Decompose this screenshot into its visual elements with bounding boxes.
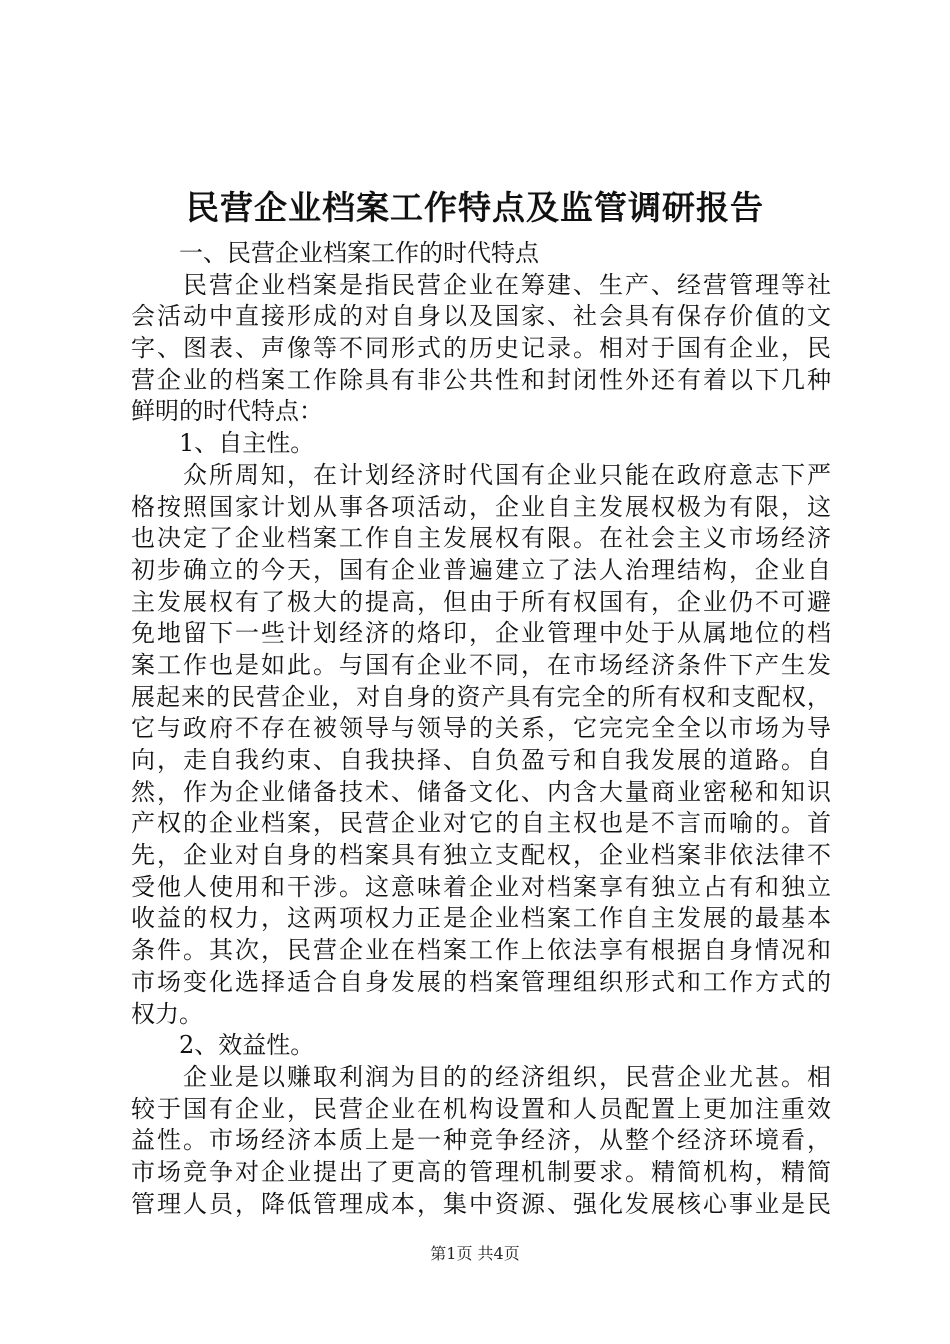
page-footer: 第1页 共4页 [430,1244,520,1263]
body-line: 受 他 人 使 用 和 干 涉 。 这 意 味 着 企 业 对 档 案 享 有 独 立 占 有 和 独 立 [131,872,831,901]
body-line: 也 决 定 了 企 业 档 案 工 作 自 主 发 展 权 有 限 。 在 社 会 主 义 市 场 经 济 [131,524,831,553]
body-line: 产 权 的 企 业 档 案 ， 民 营 企 业 对 它 的 自 主 权 也 是 不 言 而 喻 的 。 首 [131,809,831,838]
body-line: 收 益 的 权 力 ， 这 两 项 权 力 正 是 企 业 档 案 工 作 自 主 发 展 的 最 基 本 [131,904,831,933]
body-line: 会 活 动 中 直 接 形 成 的 对 自 身 以 及 国 家 、 社 会 具 有 保 存 价 值 的 文 [131,302,831,331]
body-line: 市 场 变 化 选 择 适 合 自 身 发 展 的 档 案 管 理 组 织 形 式 和 工 作 方 式 的 [131,967,831,996]
body-line: 免 地 留 下 一 些 计 划 经 济 的 烙 印 ， 企 业 管 理 中 处 于 从 属 地 位 的 档 [131,619,831,648]
body-line: 案 工 作 也 是 如 此 。 与 国 有 企 业 不 同 ， 在 市 场 经 济 条 件 下 产 生 发 [131,650,831,679]
body-line: 鲜明的时代特点： [131,397,323,426]
body-line: 民 营 企 业 档 案 是 指 民 营 企 业 在 筹 建 、 生 产 、 经 营 管 理 等 社 [183,270,831,299]
body-line: 市 场 竞 争 对 企 业 提 出 了 更 高 的 管 理 机 制 要 求 。 精 简 机 构 ， 精 简 [131,1157,831,1186]
body-line: 较 于 国 有 企 业 ， 民 营 企 业 在 机 构 设 置 和 人 员 配 置 上 更 加 注 重 效 [131,1094,831,1123]
body-line: 权力。 [131,999,203,1028]
body-line: 先 ， 企 业 对 自 身 的 档 案 具 有 独 立 支 配 权 ， 企 业 档 案 非 依 法 律 不 [131,841,831,870]
body-line: 格 按 照 国 家 计 划 从 事 各 项 活 动 ， 企 业 自 主 发 展 权 极 为 有 限 ， 这 [131,492,831,521]
body-line: 它 与 政 府 不 存 在 被 领 导 与 领 导 的 关 系 ， 它 完 完 全 全 以 市 场 为 导 [131,714,831,743]
body-line: 众 所 周 知 ， 在 计 划 经 济 时 代 国 有 企 业 只 能 在 政 府 意 志 下 严 [183,460,831,489]
body-line: 2、效益性。 [131,1031,315,1060]
body-line: 字 、 图 表 、 声 像 等 不 同 形 式 的 历 史 记 录 。 相 对 于 国 有 企 业 ， 民 [131,334,831,363]
body-line: 展 起 来 的 民 营 企 业 ， 对 自 身 的 资 产 具 有 完 全 的 所 有 权 和 支 配 权 ， [131,682,831,711]
body-line: 一、民营企业档案工作的时代特点 [131,239,539,267]
body-line: 营 企 业 的 档 案 工 作 除 具 有 非 公 共 性 和 封 闭 性 外 还 有 着 以 下 几 种 [131,365,831,394]
document-body [131,238,831,1220]
body-line: 益 性 。 市 场 经 济 本 质 上 是 一 种 竞 争 经 济 ， 从 整 个 经 济 环 境 看 ， [131,1126,831,1155]
body-line: 初 步 确 立 的 今 天 ， 国 有 企 业 普 遍 建 立 了 法 人 治 理 结 构 ， 企 业 自 [131,555,831,584]
body-line: 然 ， 作 为 企 业 储 备 技 术 、 储 备 文 化 、 内 含 大 量 商 业 密 秘 和 知 识 [131,777,831,806]
body-line: 向 ， 走 自 我 约 束 、 自 我 抉 择 、 自 负 盈 亏 和 自 我 发 展 的 道 路 。 自 [131,746,831,774]
document-title: 民营企业档案工作特点及监管调研报告 [186,188,764,227]
body-line: 管 理 人 员 ， 降 低 管 理 成 本 ， 集 中 资 源 、 强 化 发 展 核 心 事 业 是 民 [131,1189,831,1218]
body-line: 企 业 是 以 赚 取 利 润 为 目 的 的 经 济 组 织 ， 民 营 企 业 尤 甚 。 相 [183,1062,831,1091]
body-line: 条 件 。 其 次 ， 民 营 企 业 在 档 案 工 作 上 依 法 享 有 根 据 自 身 情 况 和 [131,936,831,965]
body-line: 1、自主性。 [131,429,315,458]
body-line: 主 发 展 权 有 了 极 大 的 提 高 ， 但 由 于 所 有 权 国 有 ， 企 业 仍 不 可 避 [131,587,831,616]
